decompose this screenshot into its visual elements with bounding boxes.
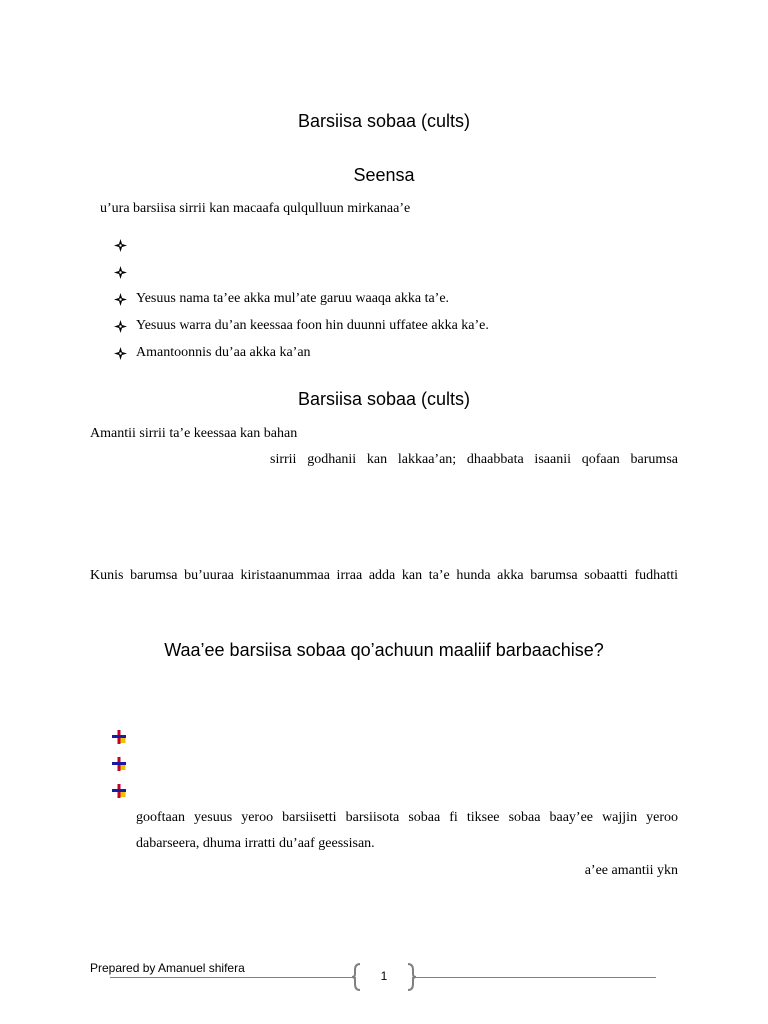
section-heading-question: Waa’ee barsiisa sobaa qo’achuun maaliif barbaachise? [164, 640, 604, 660]
paragraph-right-fragment: a’ee amantii ykn [584, 863, 678, 878]
cross-bullet-icon [112, 730, 126, 744]
diamond-bullet-icon [114, 347, 127, 360]
footer-rule-left [110, 977, 356, 978]
paragraph-gooftaan-line1: gooftaan yesuus yeroo barsiisetti barsiisota sobaa fi tiksee sobaa baay’ee wajjin yeroo [136, 810, 678, 825]
diamond-bullet-icon [114, 239, 127, 252]
cross-bullet-icon [112, 784, 126, 798]
section-heading-seensa: Seensa [353, 165, 415, 185]
intro-line: u’ura barsiisa sirrii kan macaafa qulqulluun mirkanaa’e [100, 201, 411, 216]
footer-prepared-by: Prepared by Amanuel shifera [90, 961, 245, 975]
list-item-text: Amantoonnis du’aa akka ka’an [136, 345, 311, 360]
footer-rule-right [412, 977, 656, 978]
paragraph-line: sirrii godhanii kan lakkaa’an; dhaabbata isaanii qofaan barumsa [270, 452, 678, 467]
list-item-text: Yesuus warra du’an keessaa foon hin duunni uffatee akka ka’e. [136, 318, 489, 333]
paragraph-line: Amantii sirrii ta’e keessaa kan bahan [90, 426, 298, 441]
section-heading-cults: Barsiisa sobaa (cults) [297, 389, 471, 409]
diamond-bullet-icon [114, 266, 127, 279]
list-item-text: Yesuus nama ta’ee akka mul’ate garuu waaqa akka ta’e. [136, 291, 450, 306]
diamond-bullet-icon [114, 293, 127, 306]
cross-bullet-icon [112, 757, 126, 771]
footer-page-number: 1 [380, 969, 388, 983]
paragraph-gooftaan-line2: dabarseera, dhuma irratti du’aaf geessisan. [136, 836, 375, 851]
page-title: Barsiisa sobaa (cults) [297, 111, 471, 131]
paragraph-kunis: Kunis barumsa bu’uuraa kiristaanummaa irraa adda kan ta’e hunda akka barumsa sobaatti fudhatti [90, 568, 678, 583]
diamond-bullet-icon [114, 320, 127, 333]
